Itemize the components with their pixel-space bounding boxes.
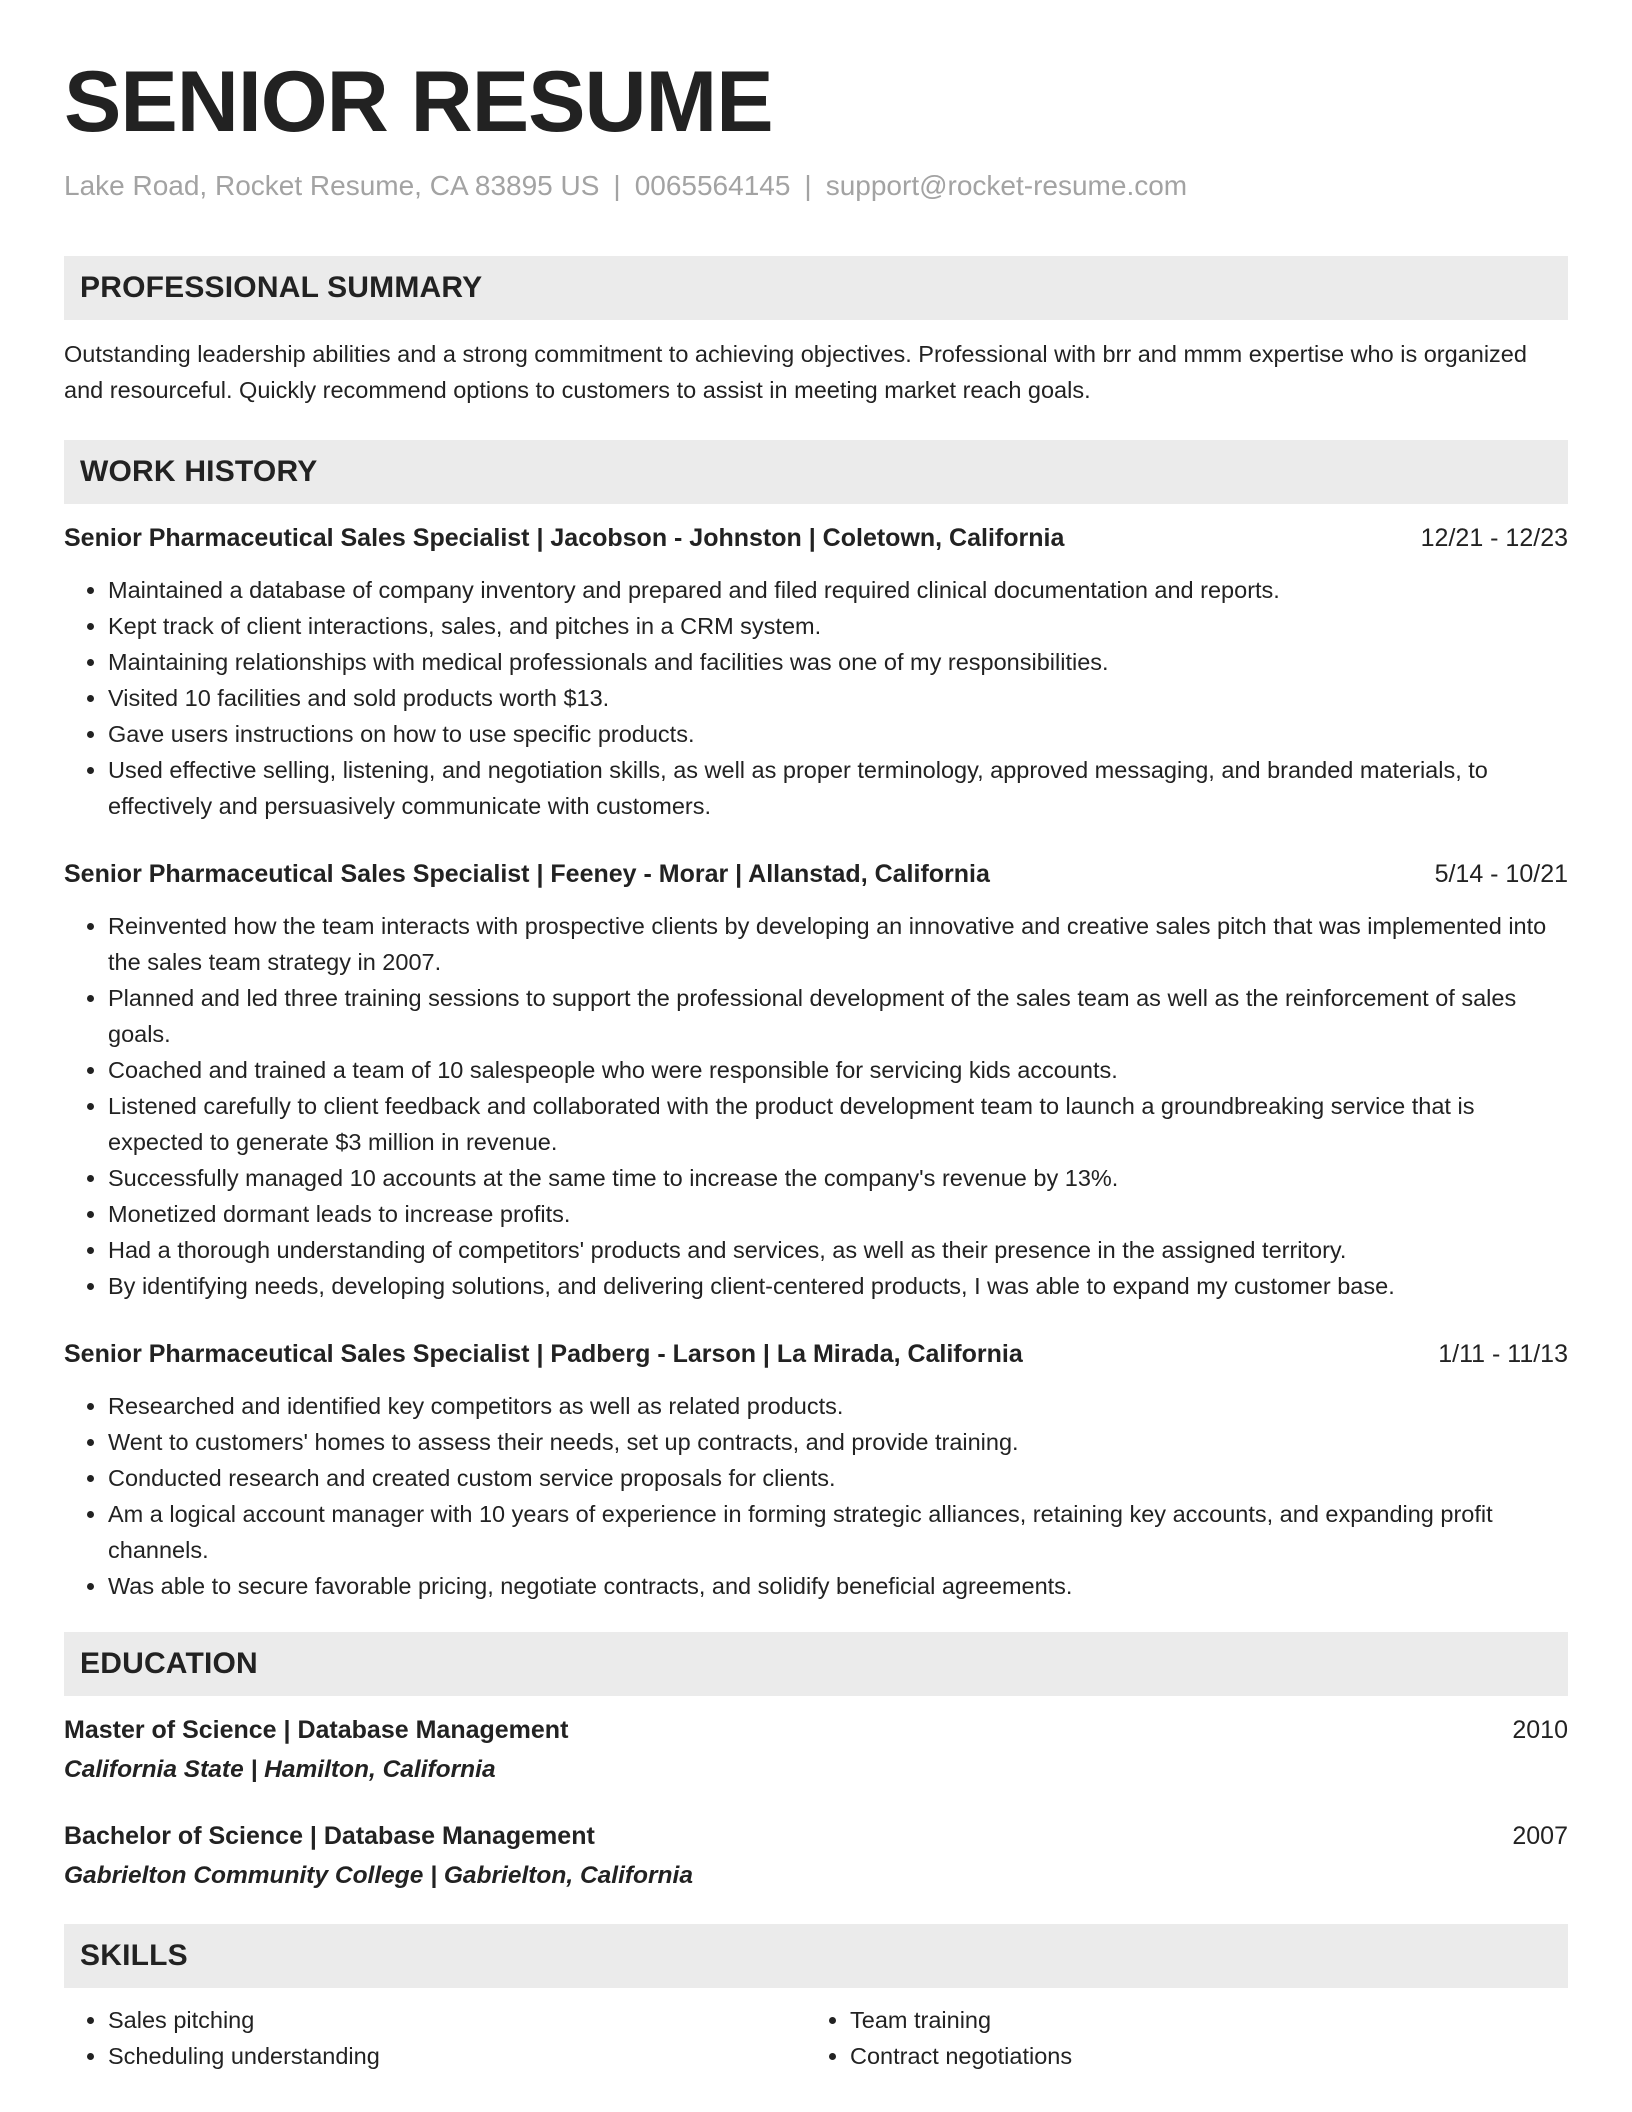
education-header [64, 1712, 1568, 1748]
job-bullet: • Visited 10 facilities and sold products worth $13. [108, 680, 1568, 716]
education-year: 2007 [1512, 1822, 1568, 1850]
skill-item: • Sales pitching [108, 2002, 806, 2038]
education-degree: Master of Science | Database Management [64, 1716, 569, 1744]
summary-text: Outstanding leadership abilities and a strong commitment to achieving objectives. Professional with brr and mmm expertise who is organized and resourceful. Quickly recommend options to customers to assist in meeting market reach goals. [64, 341, 1527, 403]
job-bullet: • Was able to secure favorable pricing, negotiate contracts, and solidify beneficial agreements. [108, 1568, 1568, 1604]
skill-item: • Scheduling understanding [108, 2038, 806, 2074]
education-school: California State | Hamilton, California [64, 1756, 496, 1783]
job-bullets [64, 1388, 1568, 1604]
job-bullet: • Went to customers' homes to assess their needs, set up contracts, and provide training. [108, 1424, 1568, 1460]
job-header [64, 856, 1568, 892]
job-bullet: • Used effective selling, listening, and negotiation skills, as well as proper terminology, approved messaging, and branded materials, to effectively and persuasively communicate with customers. [108, 752, 1568, 824]
section-heading-skills: SKILLS [64, 1924, 1568, 1988]
job-bullet: • Maintained a database of company inventory and prepared and filed required clinical documentation and reports. [108, 572, 1568, 608]
job-bullet: • Monetized dormant leads to increase profits. [108, 1196, 1568, 1232]
job-bullets [64, 908, 1568, 1304]
job-bullet: • Researched and identified key competitors as well as related products. [108, 1388, 1568, 1424]
job-bullet: • Conducted research and created custom service proposals for clients. [108, 1460, 1568, 1496]
skill-item: • Team training [850, 2002, 1548, 2038]
job-bullet: • Am a logical account manager with 10 years of experience in forming strategic alliances, retaining key accounts, and expanding profit channels. [108, 1496, 1568, 1568]
contact-separator: | [613, 170, 621, 201]
skill-item: • Contract negotiations [850, 2038, 1548, 2074]
job-bullet: • Had a thorough understanding of competitors' products and services, as well as their presence in the assigned territory. [108, 1232, 1568, 1268]
job-title: Senior Pharmaceutical Sales Specialist | Jacobson - Johnston | Coletown, California [64, 524, 1065, 552]
address-text: Lake Road, Rocket Resume, CA 83895 US [64, 170, 600, 201]
job-entry [64, 520, 1568, 824]
job-bullet: • Gave users instructions on how to use specific products. [108, 716, 1568, 752]
job-bullet: • Maintaining relationships with medical professionals and facilities was one of my responsibilities. [108, 644, 1568, 680]
resume-title: SENIOR RESUME [64, 54, 773, 150]
education-header [64, 1818, 1568, 1854]
job-dates: 5/14 - 10/21 [1434, 860, 1568, 888]
phone-text: 0065564145 [634, 170, 791, 201]
education-degree: Bachelor of Science | Database Management [64, 1822, 595, 1850]
skills-list [64, 2002, 1568, 2074]
job-bullet: • Reinvented how the team interacts with prospective clients by developing an innovative and creative sales pitch that was implemented into the sales team strategy in 2007. [108, 908, 1568, 980]
job-bullets [64, 572, 1568, 824]
job-entry [64, 1336, 1568, 1604]
job-dates: 12/21 - 12/23 [1420, 524, 1568, 552]
education-school: Gabrielton Community College | Gabrielton, California [64, 1862, 693, 1889]
contact-separator: | [804, 170, 812, 201]
section-heading-education: EDUCATION [64, 1632, 1568, 1696]
job-dates: 1/11 - 11/13 [1438, 1340, 1568, 1368]
contact-line [64, 166, 1568, 206]
email-text: support@rocket-resume.com [825, 170, 1188, 201]
skills-column-right [806, 2002, 1548, 2074]
job-bullet: • By identifying needs, developing solutions, and delivering client-centered products, I was able to expand my customer base. [108, 1268, 1568, 1304]
job-header [64, 1336, 1568, 1372]
job-bullet: • Planned and led three training sessions to support the professional development of the sales team as well as the reinforcement of sales goals. [108, 980, 1568, 1052]
job-bullet: • Kept track of client interactions, sales, and pitches in a CRM system. [108, 608, 1568, 644]
skills-column-left [64, 2002, 806, 2074]
section-heading-summary: PROFESSIONAL SUMMARY [64, 256, 1568, 320]
section-heading-work-history: WORK HISTORY [64, 440, 1568, 504]
education-entry [64, 1818, 1568, 1894]
job-bullet: • Successfully managed 10 accounts at the same time to increase the company's revenue by 13%. [108, 1160, 1568, 1196]
job-title: Senior Pharmaceutical Sales Specialist | Feeney - Morar | Allanstad, California [64, 860, 990, 888]
job-bullet: • Listened carefully to client feedback and collaborated with the product development team to launch a groundbreaking service that is expected to generate $3 million in revenue. [108, 1088, 1568, 1160]
job-header [64, 520, 1568, 556]
job-entry [64, 856, 1568, 1304]
job-bullet: • Coached and trained a team of 10 salespeople who were responsible for servicing kids accounts. [108, 1052, 1568, 1088]
education-year: 2010 [1512, 1716, 1568, 1744]
job-title: Senior Pharmaceutical Sales Specialist | Padberg - Larson | La Mirada, California [64, 1340, 1023, 1368]
education-entry [64, 1712, 1568, 1788]
